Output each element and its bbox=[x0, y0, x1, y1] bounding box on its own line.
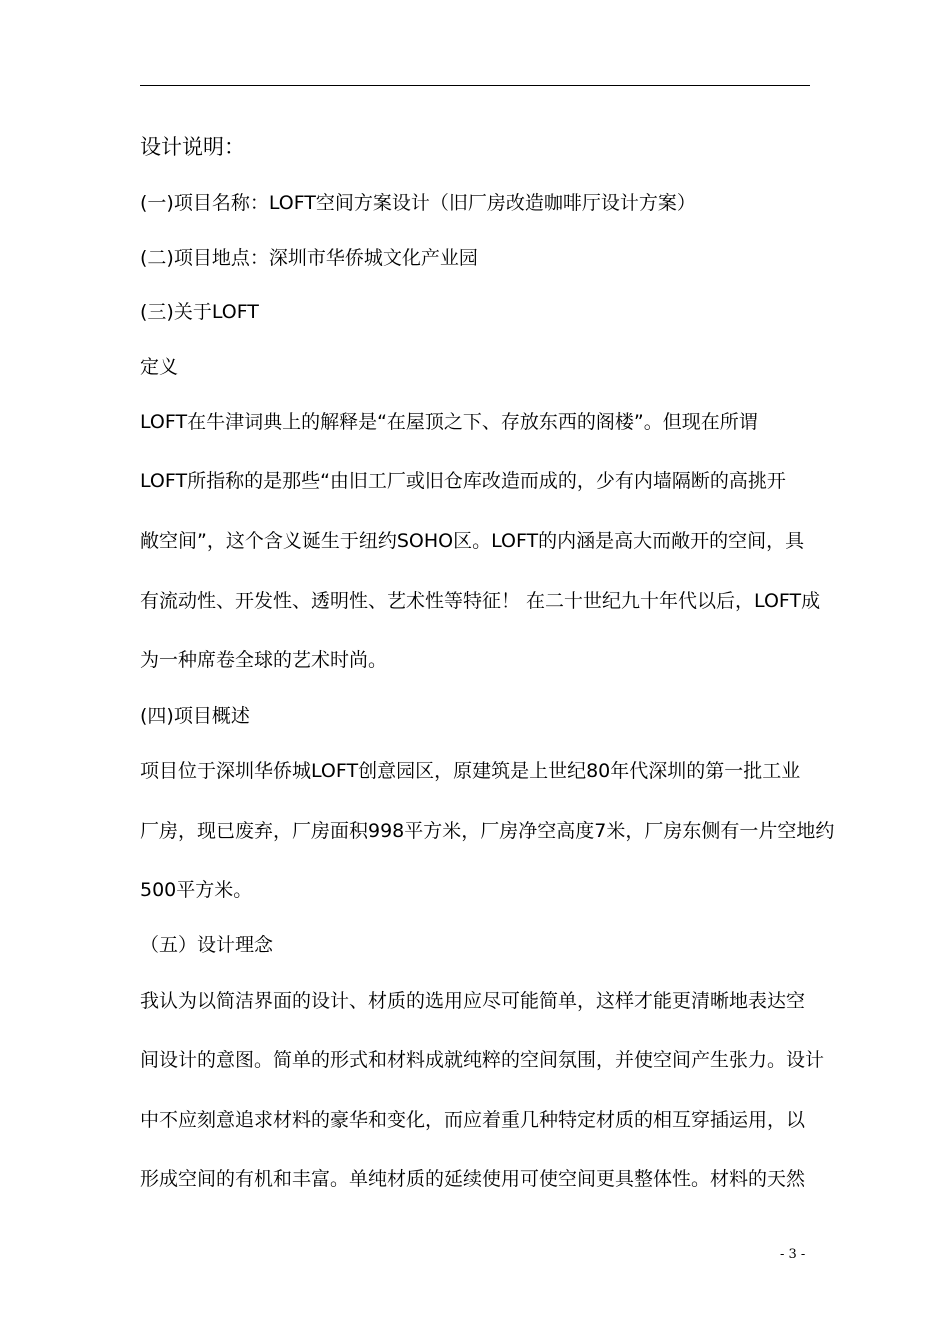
header-rule bbox=[140, 85, 810, 86]
item-about-loft: (三)关于LOFT bbox=[140, 301, 259, 323]
section-heading: 设计说明： bbox=[140, 135, 245, 159]
paragraph-line: 敞空间”，这个含义诞生于纽约SOHO区。LOFT的内涵是高大而敞开的空间，具 bbox=[140, 530, 805, 552]
item-design-concept: （五）设计理念 bbox=[140, 934, 274, 956]
paragraph-line: 我认为以简洁界面的设计、材质的选用应尽可能简单，这样才能更清晰地表达空 bbox=[140, 990, 806, 1012]
paragraph-line: 有流动性、开发性、透明性、艺术性等特征！ 在二十世纪九十年代以后，LOFT成 bbox=[140, 590, 821, 612]
paragraph-line: 为一种席卷全球的艺术时尚。 bbox=[140, 649, 388, 671]
subheading-definition: 定义 bbox=[140, 356, 179, 378]
item-project-overview: (四)项目概述 bbox=[140, 705, 250, 727]
paragraph-line: 厂房，现已废弃，厂房面积998平方米，厂房净空高度7米，厂房东侧有一片空地约 bbox=[140, 820, 835, 842]
page-number: - 3 - bbox=[780, 1247, 806, 1262]
item-project-location: (二)项目地点：深圳市华侨城文化产业园 bbox=[140, 247, 478, 269]
paragraph-line: LOFT所指称的是那些“由旧工厂或旧仓库改造而成的，少有内墙隔断的高挑开 bbox=[140, 470, 786, 492]
paragraph-line: 500平方米。 bbox=[140, 879, 253, 901]
paragraph-line: 间设计的意图。简单的形式和材料成就纯粹的空间氛围，并使空间产生张力。设计 bbox=[140, 1049, 825, 1071]
item-project-name: (一)项目名称：LOFT空间方案设计（旧厂房改造咖啡厅设计方案） bbox=[140, 192, 696, 214]
paragraph-line: 中不应刻意追求材料的豪华和变化，而应着重几种特定材质的相互穿插运用，以 bbox=[140, 1109, 806, 1131]
paragraph-line: LOFT在牛津词典上的解释是“在屋顶之下、存放东西的阁楼”。但现在所谓 bbox=[140, 411, 758, 433]
paragraph-line: 形成空间的有机和丰富。单纯材质的延续使用可使空间更具整体性。材料的天然 bbox=[140, 1168, 806, 1190]
paragraph-line: 项目位于深圳华侨城LOFT创意园区，原建筑是上世纪80年代深圳的第一批工业 bbox=[140, 760, 801, 782]
